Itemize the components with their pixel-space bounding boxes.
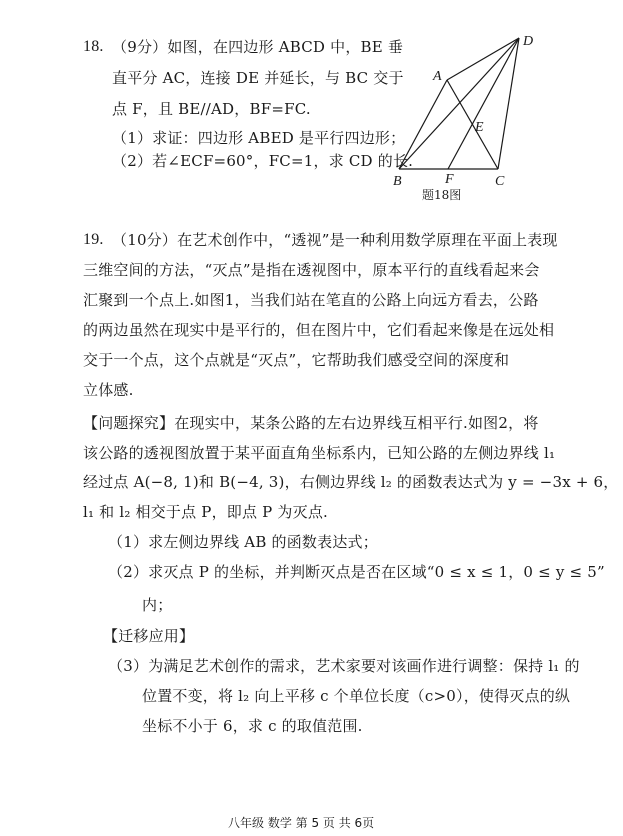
q19-intro-6: 立体感.	[83, 381, 134, 399]
point-d-label: D	[523, 34, 534, 49]
q18-line-1: （9分）如图，在四边形 ABCD 中，BE 垂	[112, 38, 404, 56]
q19-intro-1: （10分）在艺术创作中，“透视”是一种利用数学原理在平面上表现	[112, 231, 558, 249]
q19-sub-2-line-1: （2）求灭点 P 的坐标，并判断灭点是否在区域“0 ≤ x ≤ 1，0 ≤ y ≤ 5”	[108, 563, 605, 581]
q19-sub-2-line-2: 内；	[142, 596, 173, 614]
q19-explore-4: l₁ 和 l₂ 相交于点 P，即点 P 为灭点.	[83, 503, 328, 521]
point-a-label: A	[433, 69, 442, 84]
point-f-label: F	[445, 172, 454, 187]
q19-sub-3-line-3: 坐标不小于 6，求 c 的取值范围.	[142, 717, 363, 735]
q19-intro-3: 汇聚到一个点上.如图1，当我们站在笔直的公路上向远方看去，公路	[83, 291, 539, 309]
q19-apply-heading: 【迁移应用】	[103, 627, 195, 645]
point-c-label: C	[495, 174, 505, 189]
q18-figure-caption: 题18图	[422, 188, 462, 202]
q19-number: 19.	[83, 231, 104, 248]
q19-explore-3: 经过点 A(−8, 1)和 B(−4, 3)，右侧边界线 l₂ 的函数表达式为 y = −3x + 6，	[83, 473, 619, 491]
q19-explore-2: 该公路的透视图放置于某平面直角坐标系内，已知公路的左侧边界线 l₁	[83, 444, 556, 462]
q19-sub-3-line-2: 位置不变，将 l₂ 向上平移 c 个单位长度（c>0），使得灭点的纵	[142, 687, 571, 705]
point-b-label: B	[393, 174, 402, 189]
page-footer: 八年级 数学 第 5 页 共 6页	[228, 816, 375, 830]
q19-explore-1: 【问题探究】在现实中，某条公路的左右边界线互相平行.如图2，将	[83, 414, 539, 432]
q18-number: 18.	[83, 38, 104, 55]
q18-line-3: 点 F，且 BE//AD，BF=FC.	[112, 100, 311, 118]
q19-intro-2: 三维空间的方法，“灭点”是指在透视图中，原本平行的直线看起来会	[83, 261, 540, 279]
point-e-label: E	[475, 120, 484, 135]
q19-intro-4: 的两边虽然在现实中是平行的，但在图片中，它们看起来像是在远处相	[83, 321, 555, 339]
q18-sub-1: （1）求证：四边形 ABED 是平行四边形；	[112, 129, 406, 147]
q19-sub-1: （1）求左侧边界线 AB 的函数表达式；	[108, 533, 378, 551]
q18-sub-2: （2）若∠ECF=60°，FC=1，求 CD 的长.	[112, 152, 414, 170]
q19-sub-3-line-1: （3）为满足艺术创作的需求，艺术家要对该画作进行调整：保持 l₁ 的	[108, 657, 580, 675]
q18-line-2: 直平分 AC，连接 DE 并延长，与 BC 交于	[112, 69, 404, 87]
q19-intro-5: 交于一个点，这个点就是“灭点”，它帮助我们感受空间的深度和	[83, 351, 510, 369]
q18-geometry-figure	[385, 25, 545, 210]
